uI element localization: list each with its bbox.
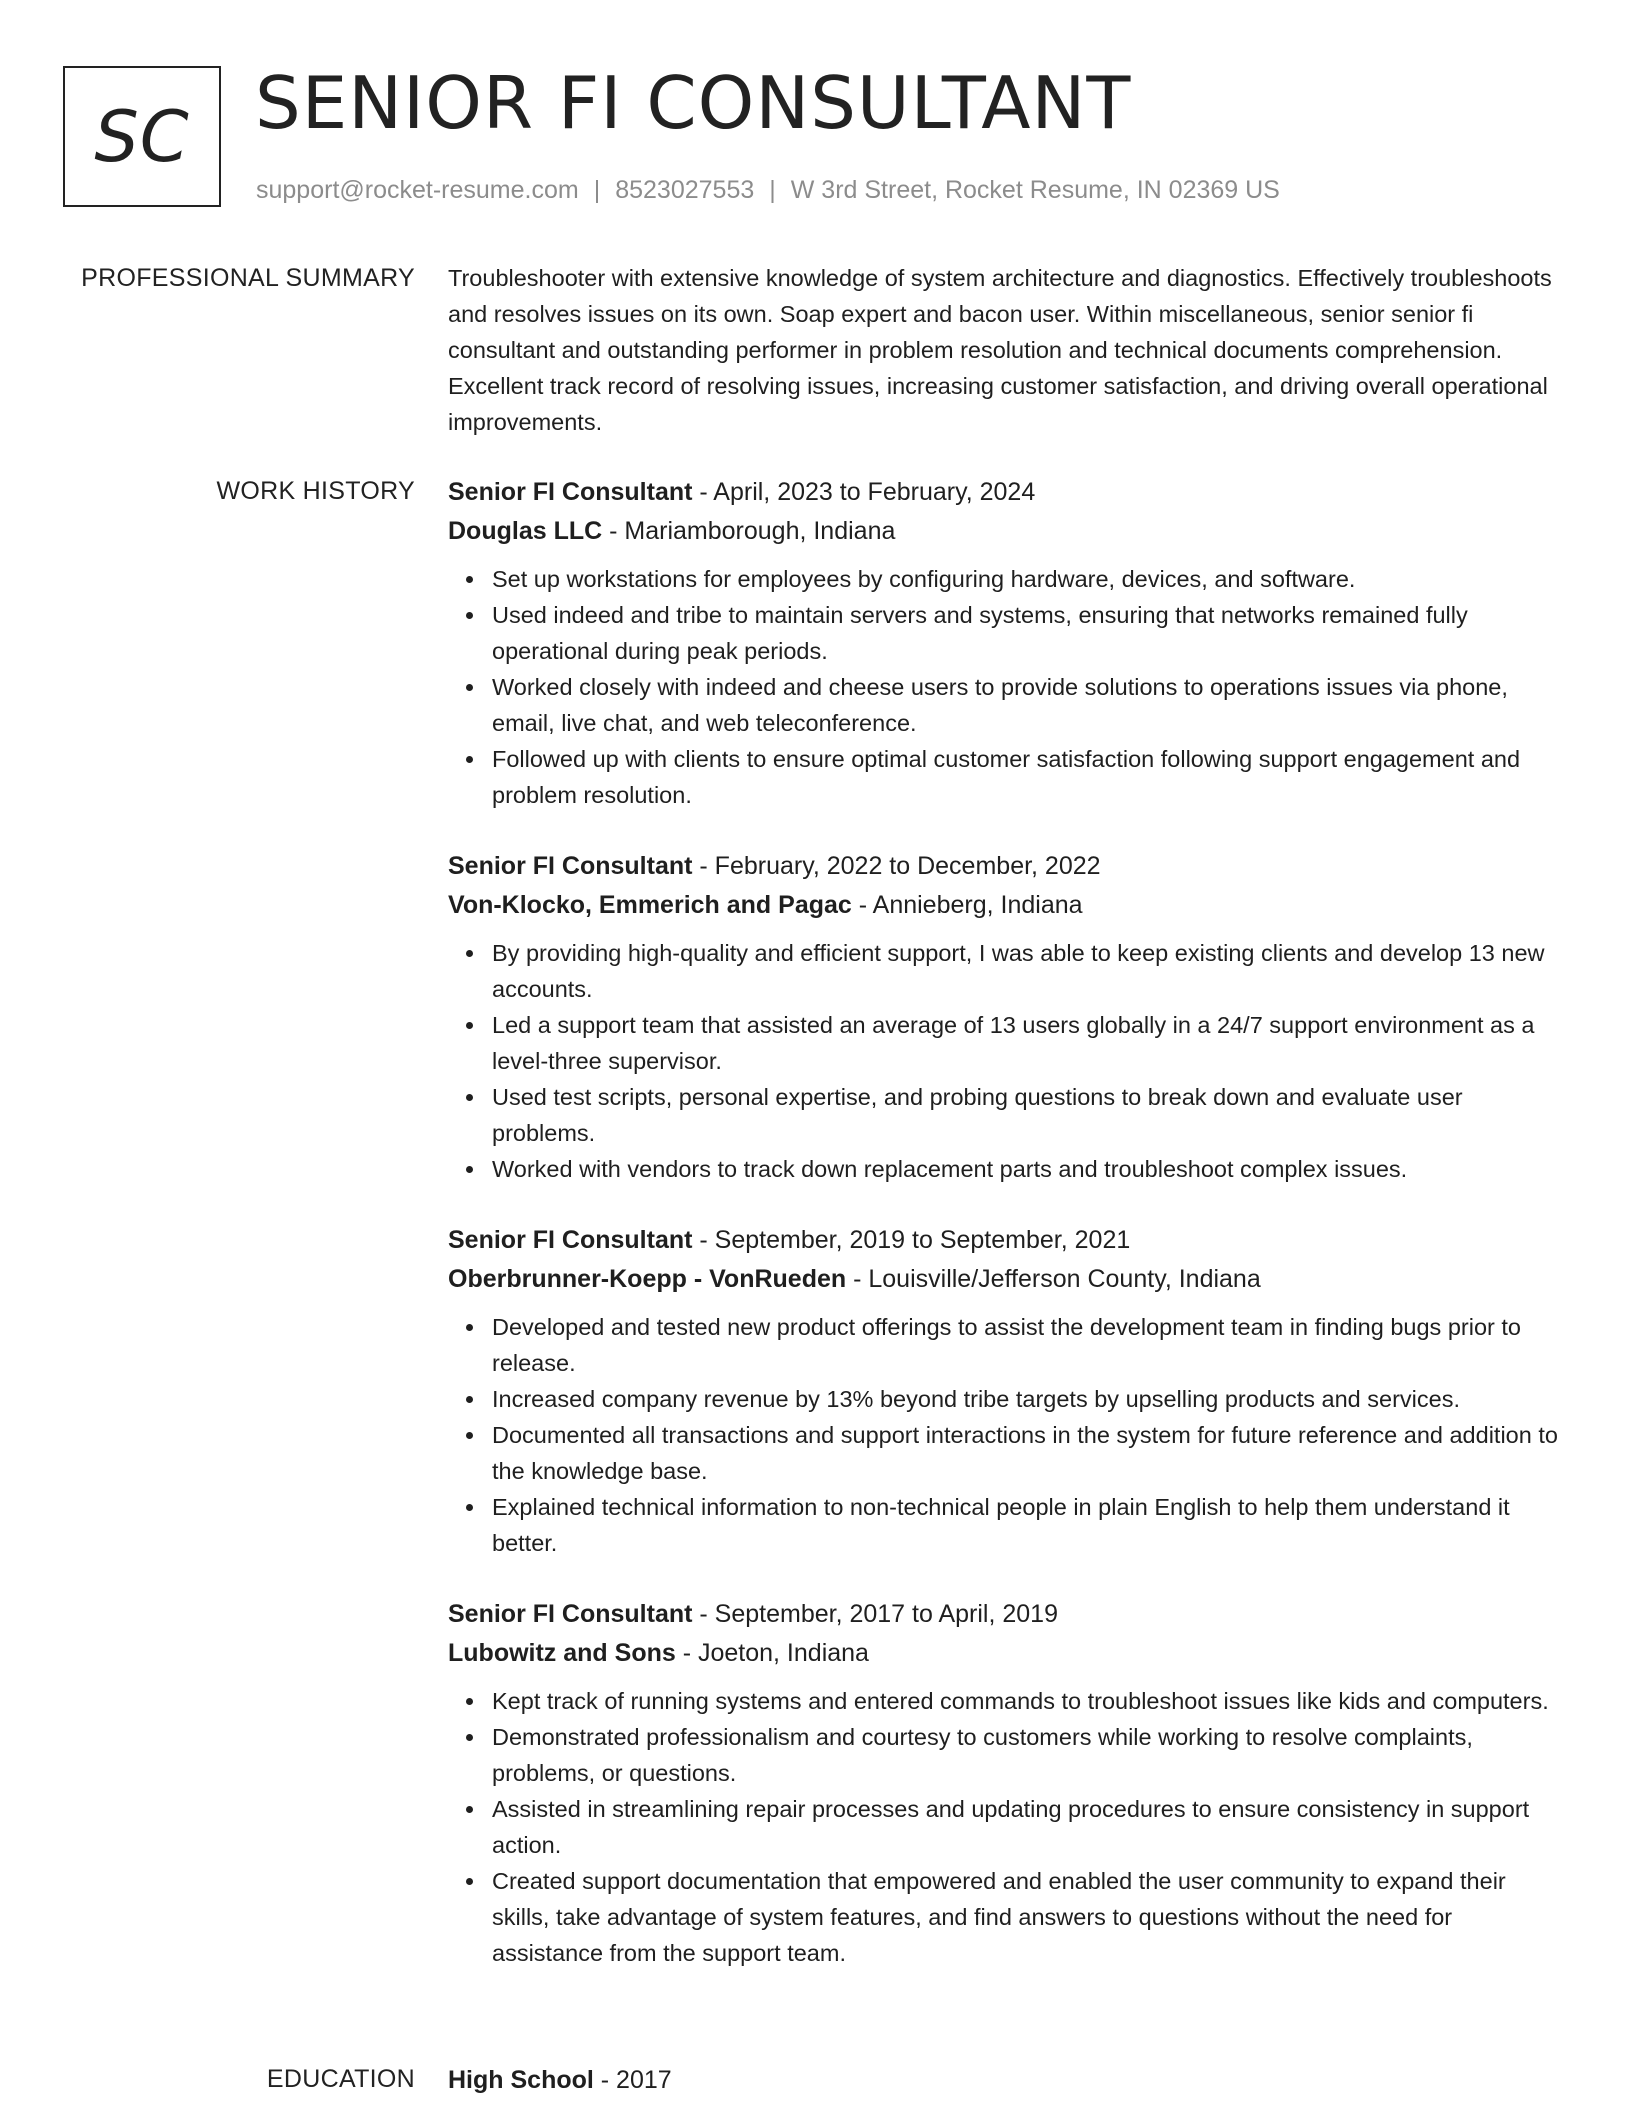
job-bullet: Worked closely with indeed and cheese users to provide solutions to operations issues via phone, email, live chat, and web teleconference. xyxy=(492,669,1568,741)
job-company-line xyxy=(448,886,1568,925)
job-location: - Annieberg, Indiana xyxy=(851,891,1083,919)
job-entry xyxy=(448,847,1568,1187)
contact-phone[interactable]: 8523027553 xyxy=(615,176,755,204)
job-company-line xyxy=(448,1634,1568,1673)
resume-title: SENIOR FI CONSULTANT xyxy=(255,61,1132,145)
job-location: - Louisville/Jefferson County, Indiana xyxy=(846,1265,1261,1293)
job-company: Von-Klocko, Emmerich and Pagac xyxy=(448,891,852,919)
education-body xyxy=(448,2061,1568,2100)
job-location: - Joeton, Indiana xyxy=(675,1639,869,1667)
job-bullet: Led a support team that assisted an average of 13 users globally in a 24/7 support environment as a level-three supervisor. xyxy=(492,1007,1568,1079)
education-degree: High School xyxy=(448,2066,594,2094)
job-entry xyxy=(448,473,1568,813)
job-title: Senior FI Consultant xyxy=(448,478,693,506)
section-label-summary: PROFESSIONAL SUMMARY xyxy=(81,264,415,292)
section-label-work-history: WORK HISTORY xyxy=(216,477,415,505)
job-dates: - April, 2023 to February, 2024 xyxy=(692,478,1036,506)
work-history-body xyxy=(448,473,1568,2005)
job-bullet: Used test scripts, personal expertise, and probing questions to break down and evaluate user problems. xyxy=(492,1079,1568,1151)
education-year: - 2017 xyxy=(593,2066,672,2094)
job-bullet: Used indeed and tribe to maintain servers and systems, ensuring that networks remained fully operational during peak periods. xyxy=(492,597,1568,669)
job-company: Lubowitz and Sons xyxy=(448,1639,676,1667)
job-bullets xyxy=(448,935,1568,1187)
job-title-line xyxy=(448,847,1568,886)
contact-email[interactable]: support@rocket-resume.com xyxy=(256,176,579,204)
job-bullet: Created support documentation that empowered and enabled the user community to expand their skills, take advantage of system features, and find answers to questions without the need for assistance from the support team. xyxy=(492,1863,1568,1971)
job-company: Oberbrunner-Koepp - VonRueden xyxy=(448,1265,847,1293)
job-company: Douglas LLC xyxy=(448,517,603,545)
job-bullet: Documented all transactions and support interactions in the system for future reference and addition to the knowledge base. xyxy=(492,1417,1568,1489)
job-title: Senior FI Consultant xyxy=(448,852,693,880)
summary-text: Troubleshooter with extensive knowledge of system architecture and diagnostics. Effectively troubleshoots and resolves issues on its own. Soap expert and bacon user. Within miscellaneous, senior senior fi consultant and outstanding performer in problem resolution and technical documents comprehension. Excellent track record of resolving issues, increasing customer satisfaction, and driving overall operational improvements. xyxy=(448,265,1552,435)
job-title-line xyxy=(448,1221,1568,1260)
job-bullet: Explained technical information to non-technical people in plain English to help them understand it better. xyxy=(492,1489,1568,1561)
job-entry xyxy=(448,1221,1568,1561)
monogram-badge xyxy=(63,66,221,207)
education-line xyxy=(448,2061,1568,2100)
job-bullet: Demonstrated professionalism and courtesy to customers while working to resolve complaints, problems, or questions. xyxy=(492,1719,1568,1791)
job-bullets xyxy=(448,1683,1568,1971)
job-bullet: Increased company revenue by 13% beyond tribe targets by upselling products and services. xyxy=(492,1381,1568,1417)
monogram-initials: SC xyxy=(94,95,190,178)
job-entry xyxy=(448,1595,1568,1971)
job-bullet: Followed up with clients to ensure optimal customer satisfaction following support engagement and problem resolution. xyxy=(492,741,1568,813)
job-title-line xyxy=(448,1595,1568,1634)
job-title: Senior FI Consultant xyxy=(448,1226,693,1254)
job-company-line xyxy=(448,1260,1568,1299)
job-bullets xyxy=(448,561,1568,813)
job-bullet: Assisted in streamlining repair processes and updating procedures to ensure consistency in support action. xyxy=(492,1791,1568,1863)
job-bullet: Kept track of running systems and entered commands to troubleshoot issues like kids and computers. xyxy=(492,1683,1568,1719)
section-label-education: EDUCATION xyxy=(266,2065,415,2093)
contact-separator: | xyxy=(593,176,601,204)
job-dates: - September, 2017 to April, 2019 xyxy=(692,1600,1058,1628)
job-bullets xyxy=(448,1309,1568,1561)
job-title: Senior FI Consultant xyxy=(448,1600,693,1628)
job-location: - Mariamborough, Indiana xyxy=(602,517,896,545)
job-dates: - September, 2019 to September, 2021 xyxy=(692,1226,1131,1254)
contact-separator: | xyxy=(769,176,776,204)
job-bullet: Set up workstations for employees by configuring hardware, devices, and software. xyxy=(492,561,1568,597)
job-bullet: Worked with vendors to track down replacement parts and troubleshoot complex issues. xyxy=(492,1151,1568,1187)
summary-body xyxy=(448,260,1563,440)
job-company-line xyxy=(448,512,1568,551)
job-title-line xyxy=(448,473,1568,512)
job-dates: - February, 2022 to December, 2022 xyxy=(692,852,1101,880)
contact-line xyxy=(256,175,1280,205)
job-bullet: By providing high-quality and efficient support, I was able to keep existing clients and develop 13 new accounts. xyxy=(492,935,1568,1007)
contact-address: W 3rd Street, Rocket Resume, IN 02369 US xyxy=(790,176,1280,204)
job-bullet: Developed and tested new product offerings to assist the development team in finding bugs prior to release. xyxy=(492,1309,1568,1381)
